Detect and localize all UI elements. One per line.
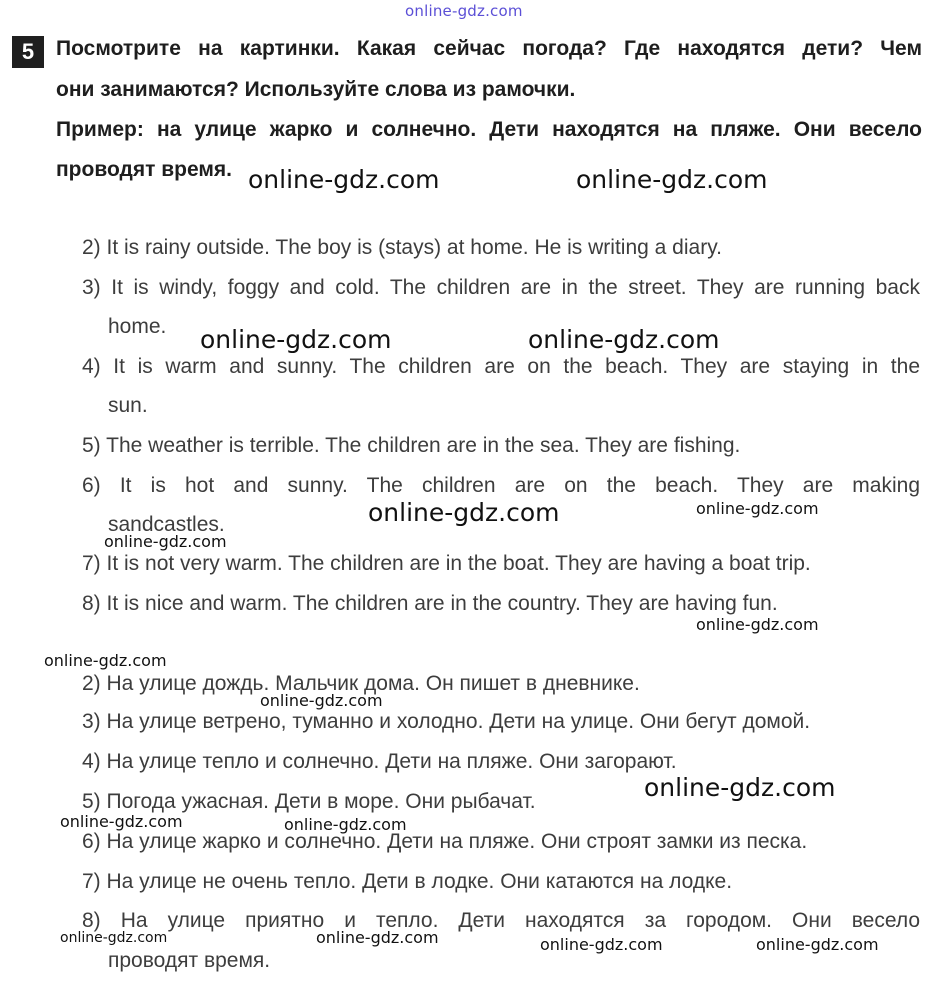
- russian-answer-6: 6) На улице жарко и солнечно. Дети на пляже. Они строят замки из песка.: [82, 830, 808, 853]
- english-answer-6-line-2: sandcastles.: [108, 513, 225, 536]
- header-watermark: online-gdz.com: [405, 2, 523, 20]
- english-answer-3-line-1: 3) It is windy, foggy and cold. The children are in the street. They are running back: [82, 276, 920, 299]
- watermark: online-gdz.com: [756, 935, 879, 954]
- watermark: online-gdz.com: [60, 812, 183, 831]
- task-example-line-1: Пример: на улице жарко и солнечно. Дети находятся на пляже. Они весело: [56, 118, 922, 141]
- watermark: online-gdz.com: [260, 691, 383, 710]
- english-answer-5: 5) The weather is terrible. The children are in the sea. They are fishing.: [82, 434, 741, 457]
- watermark: online-gdz.com: [44, 651, 167, 670]
- russian-answer-8-line-2: проводят время.: [108, 949, 271, 972]
- watermark: online-gdz.com: [248, 165, 440, 194]
- russian-answer-4: 4) На улице тепло и солнечно. Дети на пляже. Они загорают.: [82, 750, 677, 773]
- watermark: online-gdz.com: [528, 325, 720, 354]
- english-answer-4-line-1: 4) It is warm and sunny. The children are on the beach. They are staying in the: [82, 355, 920, 378]
- task-instruction-line-1: Посмотрите на картинки. Какая сейчас погода? Где находятся дети? Чем: [56, 37, 922, 60]
- watermark: online-gdz.com: [200, 325, 392, 354]
- watermark: online-gdz.com: [368, 498, 560, 527]
- watermark: online-gdz.com: [576, 165, 768, 194]
- watermark: online-gdz.com: [644, 773, 836, 802]
- watermark: online-gdz.com: [696, 615, 819, 634]
- russian-answer-5: 5) Погода ужасная. Дети в море. Они рыбачат.: [82, 790, 536, 813]
- watermark: online-gdz.com: [696, 499, 819, 518]
- watermark: online-gdz.com: [540, 935, 663, 954]
- english-answer-7: 7) It is not very warm. The children are in the boat. They are having a boat trip.: [82, 552, 811, 575]
- watermark: online-gdz.com: [316, 928, 439, 947]
- russian-answer-8-line-1: 8) На улице приятно и тепло. Дети находятся за городом. Они весело: [82, 909, 920, 932]
- watermark: online-gdz.com: [104, 532, 227, 551]
- russian-answer-2: 2) На улице дождь. Мальчик дома. Он пишет в дневнике.: [82, 672, 640, 695]
- watermark: online-gdz.com: [284, 815, 407, 834]
- task-number-badge: 5: [12, 36, 44, 68]
- watermark: online-gdz.com: [60, 930, 168, 946]
- english-answer-6-line-1: 6) It is hot and sunny. The children are on the beach. They are making: [82, 474, 920, 497]
- russian-answer-7: 7) На улице не очень тепло. Дети в лодке. Они катаются на лодке.: [82, 870, 733, 893]
- russian-answer-3: 3) На улице ветрено, туманно и холодно. Дети на улице. Они бегут домой.: [82, 710, 811, 733]
- english-answer-8: 8) It is nice and warm. The children are in the country. They are having fun.: [82, 592, 778, 615]
- english-answer-4-line-2: sun.: [108, 394, 148, 417]
- task-example-line-2: проводят время.: [56, 158, 232, 181]
- english-answer-2: 2) It is rainy outside. The boy is (stays) at home. He is writing a diary.: [82, 236, 722, 259]
- english-answer-3-line-2: home.: [108, 315, 167, 338]
- task-instruction-line-2: они занимаются? Используйте слова из рамочки.: [56, 78, 576, 101]
